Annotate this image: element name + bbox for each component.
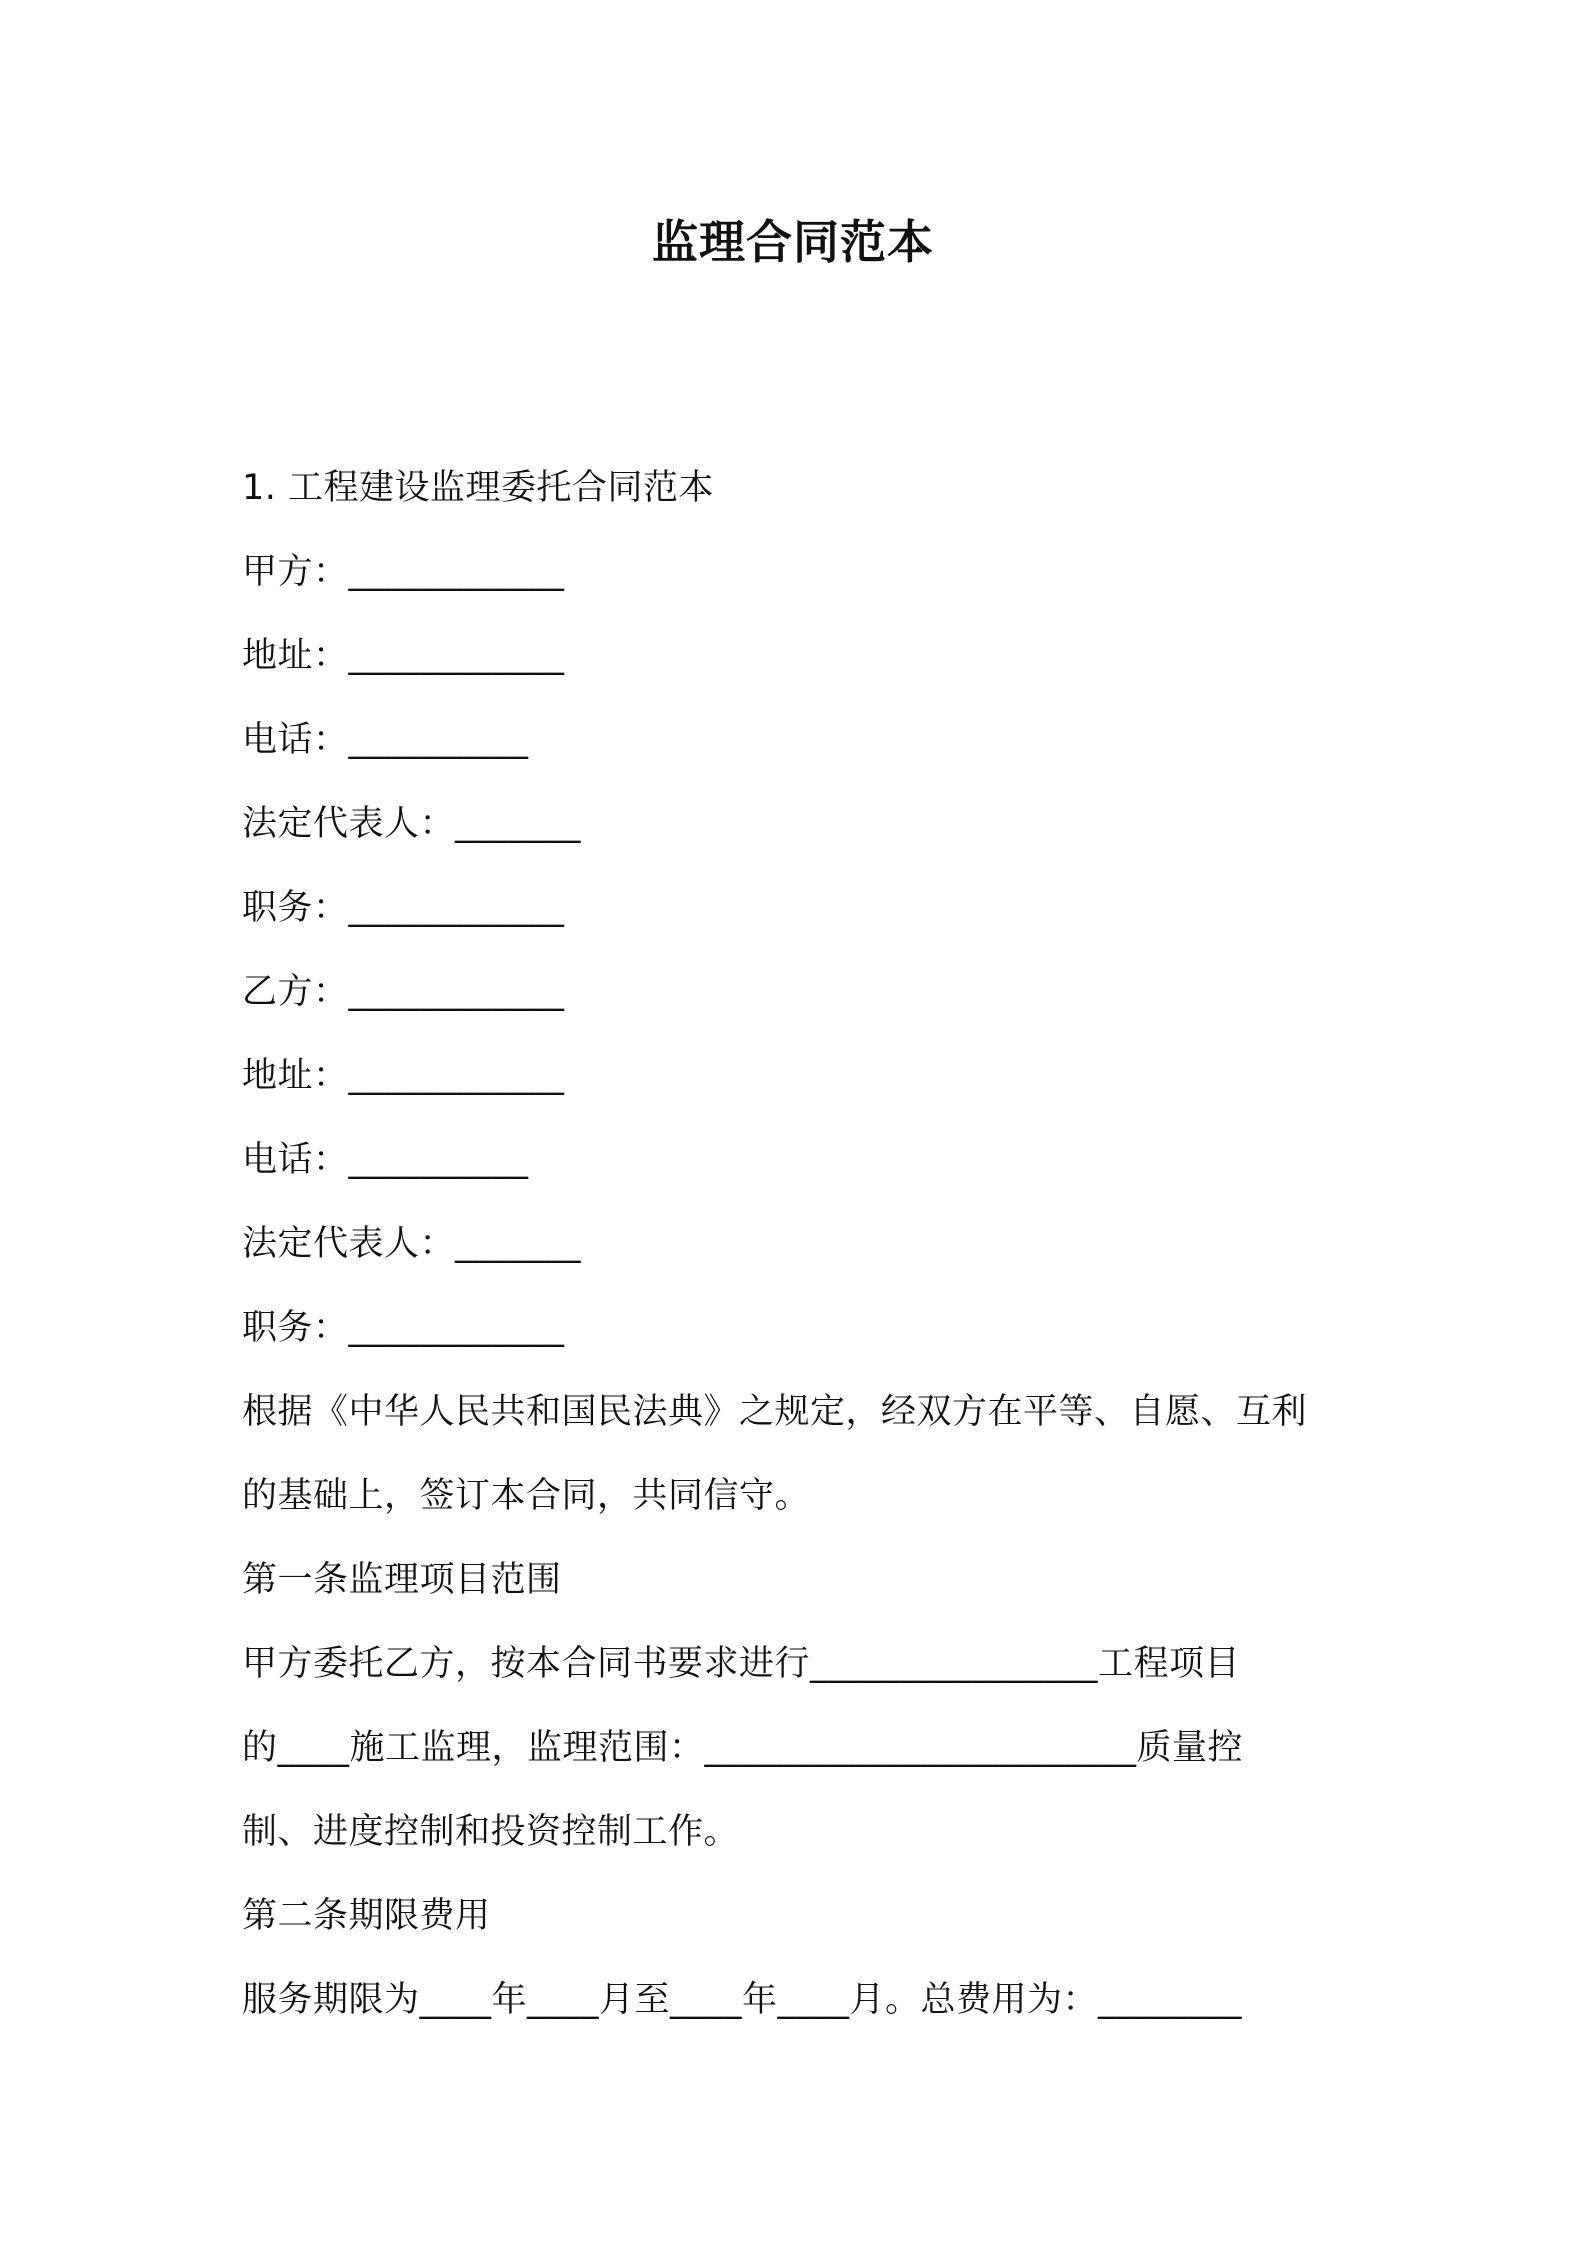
article-1-heading: 第一条监理项目范围 — [242, 1560, 562, 1600]
document-body — [242, 446, 1354, 2042]
party-a-address-field: 地址：____________ — [242, 636, 565, 676]
page-title: 监理合同范本 — [652, 215, 934, 269]
preamble-line-2: 的基础上，签订本合同，共同信守。 — [242, 1476, 811, 1516]
party-b-legal-rep-field: 法定代表人：_______ — [242, 1224, 582, 1264]
article-1-line-2: 的____施工监理，监理范围：________________________质量控 — [242, 1728, 1244, 1768]
party-b-phone-field: 电话：__________ — [242, 1140, 529, 1180]
section-heading: 1. 工程建设监理委托合同范本 — [242, 468, 715, 508]
article-2-line-1: 服务期限为____年____月至____年____月。总费用为：________ — [242, 1980, 1243, 2020]
article-1-line-1: 甲方委托乙方，按本合同书要求进行________________工程项目 — [242, 1644, 1241, 1684]
party-a-position-field: 职务：____________ — [242, 888, 565, 928]
party-b-address-field: 地址：____________ — [242, 1056, 565, 1096]
preamble-line-1: 根据《中华人民共和国民法典》之规定，经双方在平等、自愿、互利 — [242, 1392, 1308, 1432]
article-2-heading: 第二条期限费用 — [242, 1896, 491, 1936]
party-b-field: 乙方：____________ — [242, 972, 565, 1012]
party-a-legal-rep-field: 法定代表人：_______ — [242, 804, 582, 844]
party-a-phone-field: 电话：__________ — [242, 720, 529, 760]
article-1-line-3: 制、进度控制和投资控制工作。 — [242, 1812, 740, 1852]
party-a-field: 甲方：____________ — [242, 552, 565, 592]
party-b-position-field: 职务：____________ — [242, 1308, 565, 1348]
